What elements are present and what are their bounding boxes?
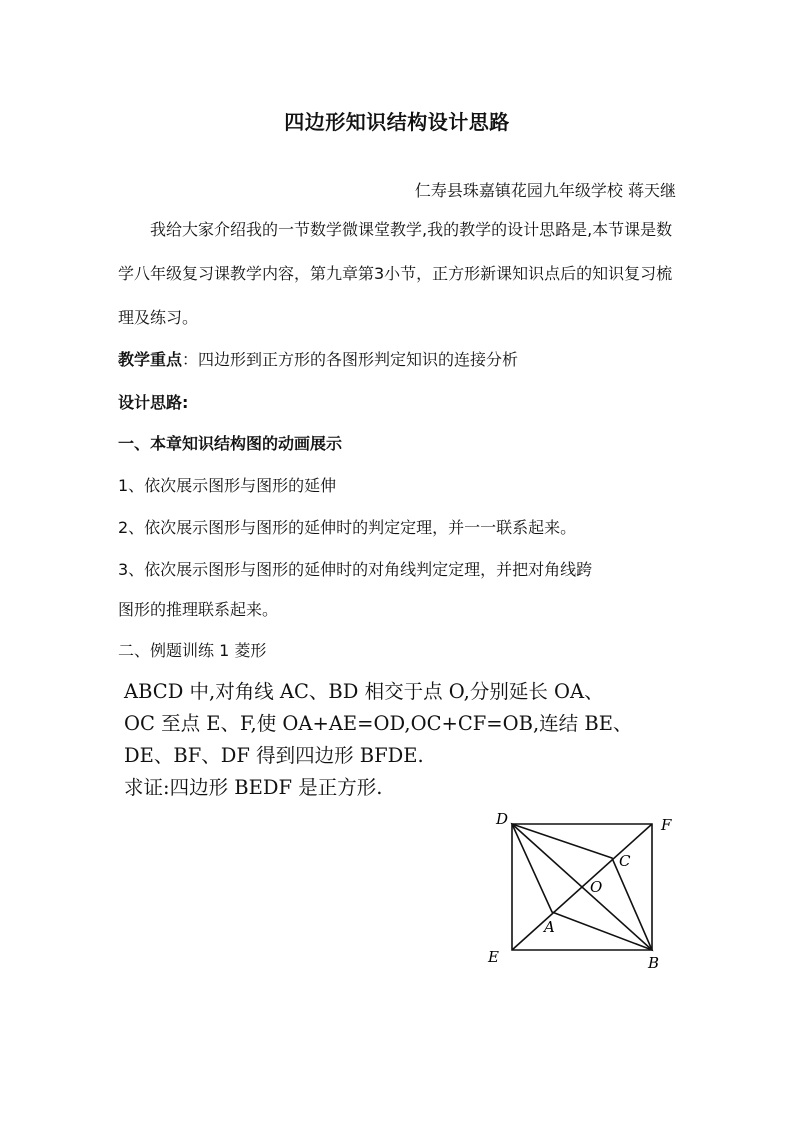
label-d: D [496, 810, 509, 828]
page-title: 四边形知识结构设计思路 [284, 110, 510, 134]
section1-heading: 一、本章知识结构图的动画展示 [118, 434, 343, 453]
problem-line-4: 求证:四边形 BEDF 是正方形. [124, 776, 383, 799]
problem-statement [124, 676, 684, 804]
key-point-text: ：四边形到正方形的各图形判定知识的连接分析 [182, 350, 519, 369]
label-b: B [648, 954, 660, 972]
list-item-1: 1、依次展示图形与图形的延伸 [118, 476, 337, 495]
section2-heading: 二、例题训练 1 菱形 [118, 641, 267, 660]
label-e: E [488, 948, 499, 966]
problem-line-2: OC 至点 E、F,使 OA+AE=OD,OC+CF=OB,连结 BE、 [124, 712, 633, 735]
square-diagram [478, 806, 698, 976]
label-a: A [544, 918, 555, 936]
intro-paragraph: 我给大家介绍我的一节数学微课堂教学,我的教学的设计思路是,本节课是数学八年级复习课教学内容，第九章第3小节，正方形新课知识点后的知识复习梳理及练习。 [118, 220, 673, 327]
label-c: C [619, 852, 631, 870]
list-item-3-line1: 3、依次展示图形与图形的延伸时的对角线判定定理，并把对角线跨 [118, 560, 593, 579]
author-line: 仁寿县珠嘉镇花园九年级学校 蒋天继 [414, 181, 676, 200]
problem-line-3: DE、BF、DF 得到四边形 BFDE. [124, 744, 424, 767]
label-o: O [590, 878, 603, 896]
list-item-2: 2、依次展示图形与图形的延伸时的判定定理，并一一联系起来。 [118, 518, 577, 537]
geometry-figure [478, 806, 698, 976]
design-label: 设计思路: [118, 393, 189, 412]
label-f: F [661, 816, 672, 834]
list-item-3-line2: 图形的推理联系起来。 [118, 600, 279, 619]
key-point-label: 教学重点 [118, 350, 183, 369]
problem-line-1: ABCD 中,对角线 AC、BD 相交于点 O,分别延长 OA、 [124, 680, 604, 703]
key-point-line [118, 347, 518, 370]
